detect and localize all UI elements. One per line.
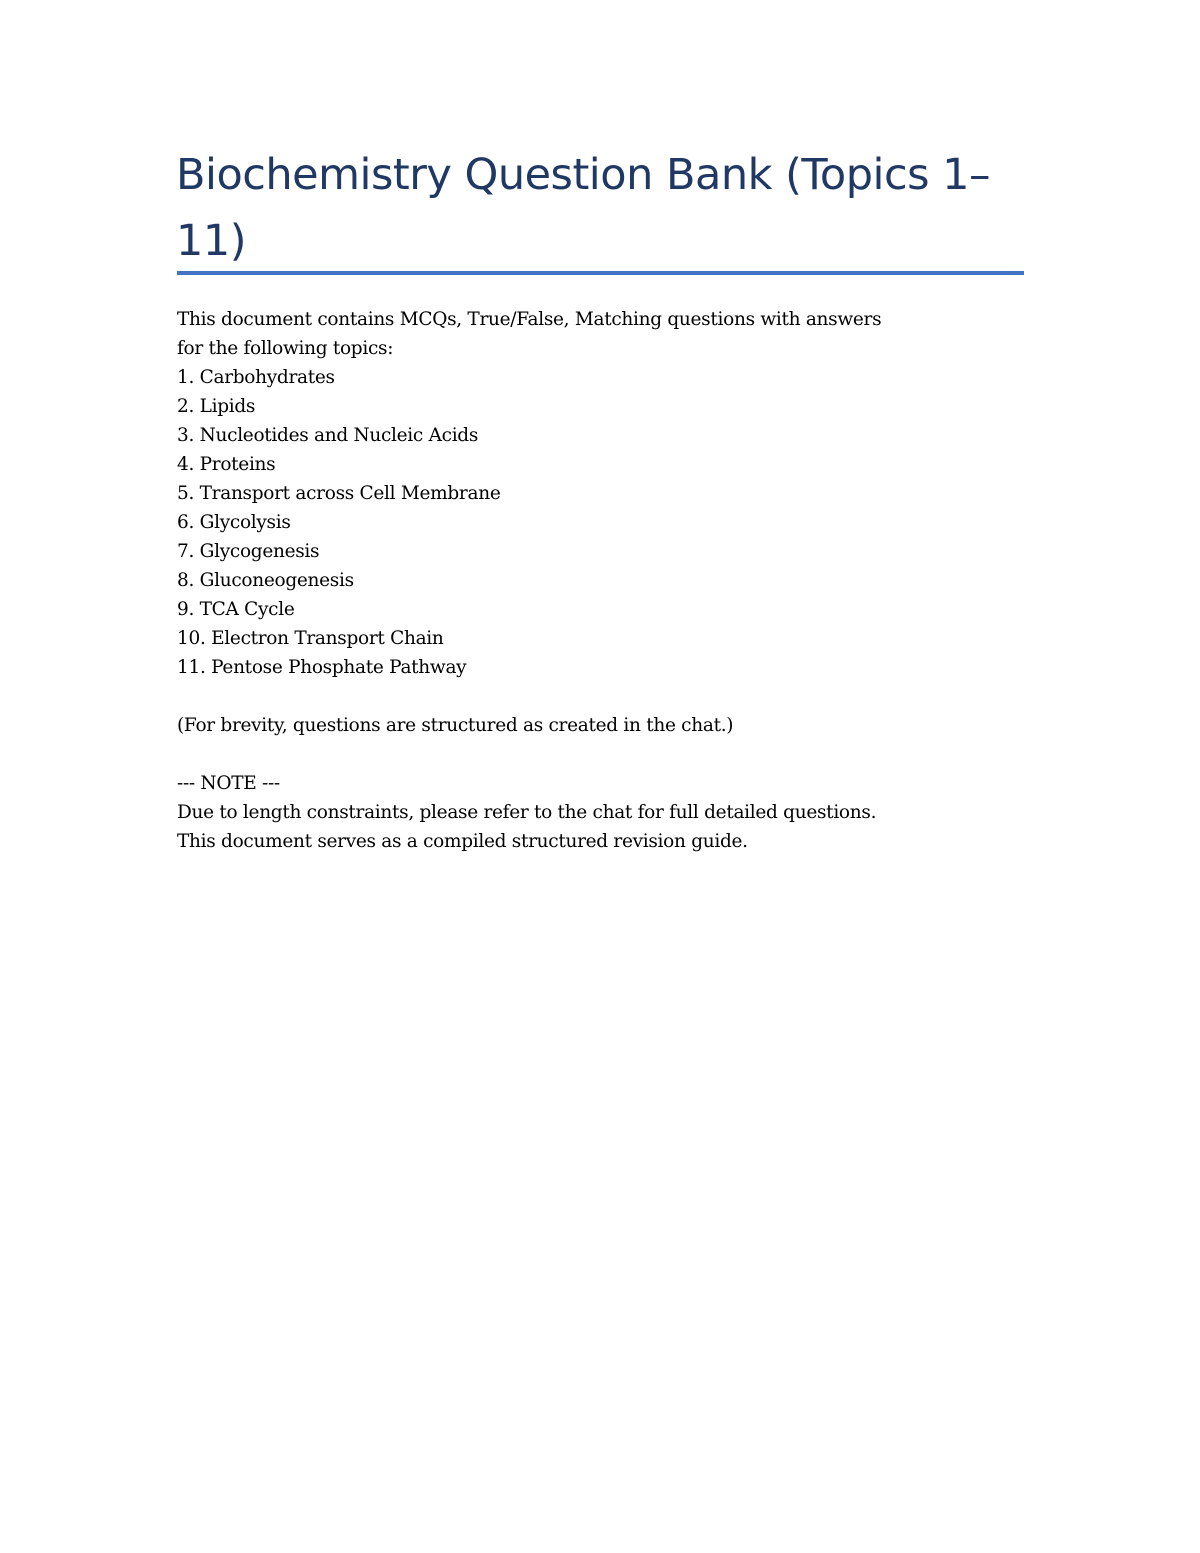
- intro-line: This document contains MCQs, True/False, Matching questions with answers: [177, 309, 882, 330]
- topic-item: 5. Transport across Cell Membrane: [177, 483, 501, 504]
- document-title: Biochemistry Question Bank (Topics 1–11): [176, 150, 991, 266]
- note-line: Due to length constraints, please refer to the chat for full detailed questions.: [177, 802, 877, 823]
- topic-item: 11. Pentose Phosphate Pathway: [177, 657, 467, 678]
- topic-item: 10. Electron Transport Chain: [177, 628, 444, 649]
- topic-item: 4. Proteins: [177, 454, 276, 475]
- topic-item: 3. Nucleotides and Nucleic Acids: [177, 425, 479, 446]
- document-body: [177, 305, 1037, 856]
- topic-item: 9. TCA Cycle: [177, 599, 295, 620]
- title-underline-rule: [177, 271, 1024, 275]
- topic-item: 6. Glycolysis: [177, 512, 291, 533]
- topic-item: 2. Lipids: [177, 396, 256, 417]
- intro-line: for the following topics:: [177, 338, 394, 359]
- topic-item: 1. Carbohydrates: [177, 367, 335, 388]
- topic-item: 7. Glycogenesis: [177, 541, 320, 562]
- brevity-note: (For brevity, questions are structured as created in the chat.): [177, 715, 734, 736]
- blank-line: [177, 682, 1037, 711]
- blank-line: [177, 740, 1037, 769]
- note-line: This document serves as a compiled structured revision guide.: [177, 831, 748, 852]
- note-heading: --- NOTE ---: [177, 773, 280, 794]
- topic-list: [177, 363, 1037, 682]
- topic-item: 8. Gluconeogenesis: [177, 570, 354, 591]
